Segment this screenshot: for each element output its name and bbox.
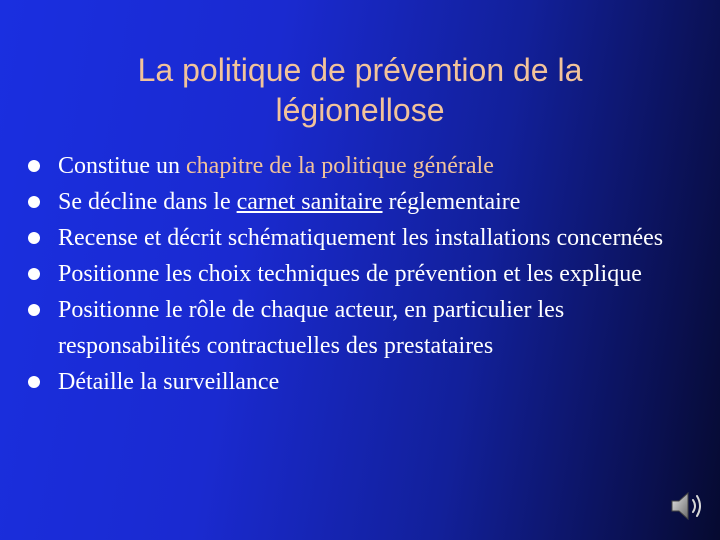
bullet-list xyxy=(0,148,700,400)
bullet-highlight: chapitre de la politique générale xyxy=(186,153,494,179)
bullet-text: Se décline dans le xyxy=(58,189,237,215)
bullet-icon xyxy=(28,304,40,316)
bullet-text: Constitue un xyxy=(58,153,187,179)
bullet-item xyxy=(0,256,700,292)
bullet-item xyxy=(0,364,700,400)
speaker-icon[interactable] xyxy=(668,486,708,526)
bullet-item xyxy=(0,220,700,256)
bullet-text: Positionne le rôle de chaque acteur, en particulier les responsabilités contractuelles des prestataires xyxy=(58,297,565,359)
bullet-text: Positionne les choix techniques de prévention et les explique xyxy=(58,261,642,287)
bullet-icon xyxy=(28,196,40,208)
bullet-item xyxy=(0,148,700,184)
bullet-text: Recense et décrit schématiquement les installations concernées xyxy=(58,225,664,251)
bullet-item xyxy=(0,292,700,364)
bullet-icon xyxy=(28,160,40,172)
bullet-text: Détaille la surveillance xyxy=(58,369,280,395)
bullet-text-suffix: réglementaire xyxy=(382,189,521,215)
bullet-icon xyxy=(28,232,40,244)
slide-title: La politique de prévention de la légionellose xyxy=(137,52,583,128)
bullet-underlined-term: carnet sanitaire xyxy=(236,189,383,215)
bullet-item xyxy=(0,184,700,220)
bullet-icon xyxy=(28,376,40,388)
bullet-icon xyxy=(28,268,40,280)
